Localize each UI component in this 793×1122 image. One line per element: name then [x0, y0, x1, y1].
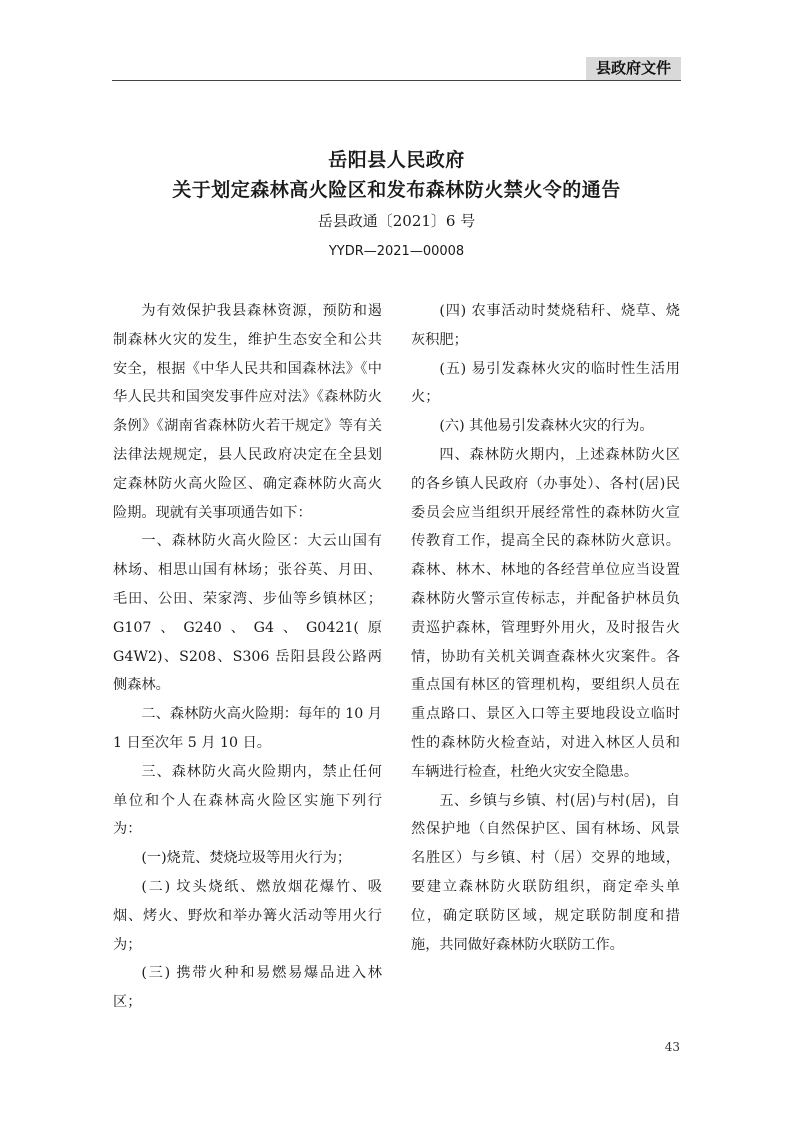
body-column-left — [113, 297, 382, 1017]
paragraph: (二) 坟头烧纸、燃放烟花爆竹、吸烟、烤火、野炊和举办篝火活动等用火行为； — [113, 878, 382, 953]
document-code: YYDR—2021—00008 — [328, 244, 465, 259]
title-block — [0, 145, 793, 264]
paragraph: (六) 其他易引发森林火灾的行为。 — [439, 418, 654, 435]
page-number: 43 — [664, 1040, 680, 1054]
paragraph: 一、森林防火高火险区：大云山国有林场、相思山国有林场；张谷英、月田、毛田、公田、荣家湾、步仙等乡镇林区；G107、G240、G4、G0421(原 G4W2)、S208、S306 岳阳县段公路两侧森林。 — [113, 533, 382, 694]
paragraph: 五、乡镇与乡镇、村(居)与村(居)，自然保护地（自然保护区、国有林场、风景名胜区）与乡镇、村（居）交界的地域，要建立森林防火联防组织，商定牵头单位，确定联防区域，规定联防制度和措施，共同做好森林防火联防工作。 — [411, 792, 680, 953]
paragraph: 三、森林防火高火险期内，禁止任何单位和个人在森林高火险区实施下列行为： — [113, 763, 382, 838]
document-title: 关于划定森林高火险区和发布森林防火禁火令的通告 — [172, 179, 621, 201]
paragraph: (四) 农事活动时焚烧秸秆、烧草、烧灰积肥； — [411, 303, 680, 348]
paragraph: 二、森林防火高火险期：每年的 10 月 1 日至次年 5 月 10 日。 — [113, 706, 382, 751]
paragraph: (三) 携带火种和易燃易爆品进入林区； — [113, 965, 382, 1011]
header-divider — [112, 80, 681, 81]
paragraph: (五) 易引发森林火灾的临时性生活用火； — [411, 360, 680, 406]
document-category-tag: 县政府文件 — [586, 57, 681, 80]
paragraph: 为有效保护我县森林资源，预防和遏制森林火灾的发生，维护生态安全和公共安全，根据《中华人民共和国森林法》《中华人民共和国突发事件应对法》《森林防火条例》《湖南省森林防火若干规定》等有关法律法规规定，县人民政府决定在全县划定森林防火高火险区、确定森林防火高火险期。现就有关事项通告如下： — [113, 303, 382, 521]
paragraph: (一)烧荒、焚烧垃圾等用火行为； — [141, 850, 352, 867]
issuer-title: 岳阳县人民政府 — [328, 149, 465, 171]
paragraph: 四、森林防火期内，上述森林防火区的各乡镇人民政府（办事处）、各村(居)民委员会应当组织开展经常性的森林防火宣传教育工作，提高全民的森林防火意识。森林、林木、林地的各经营单位应当设置森林防火警示宣传标志，并配备护林员负责巡护森林，管理野外用火，及时报告火情，协助有关机关调查森林火灾案件。各重点国有林区的管理机构，要组织人员在重点路口、景区入口等主要地段设立临时性的森林防火检查站，对进入林区人员和车辆进行检查，杜绝火灾安全隐患。 — [411, 446, 680, 780]
document-number: 岳县政通〔2021〕6 号 — [317, 212, 476, 230]
body-column-right — [411, 297, 680, 959]
